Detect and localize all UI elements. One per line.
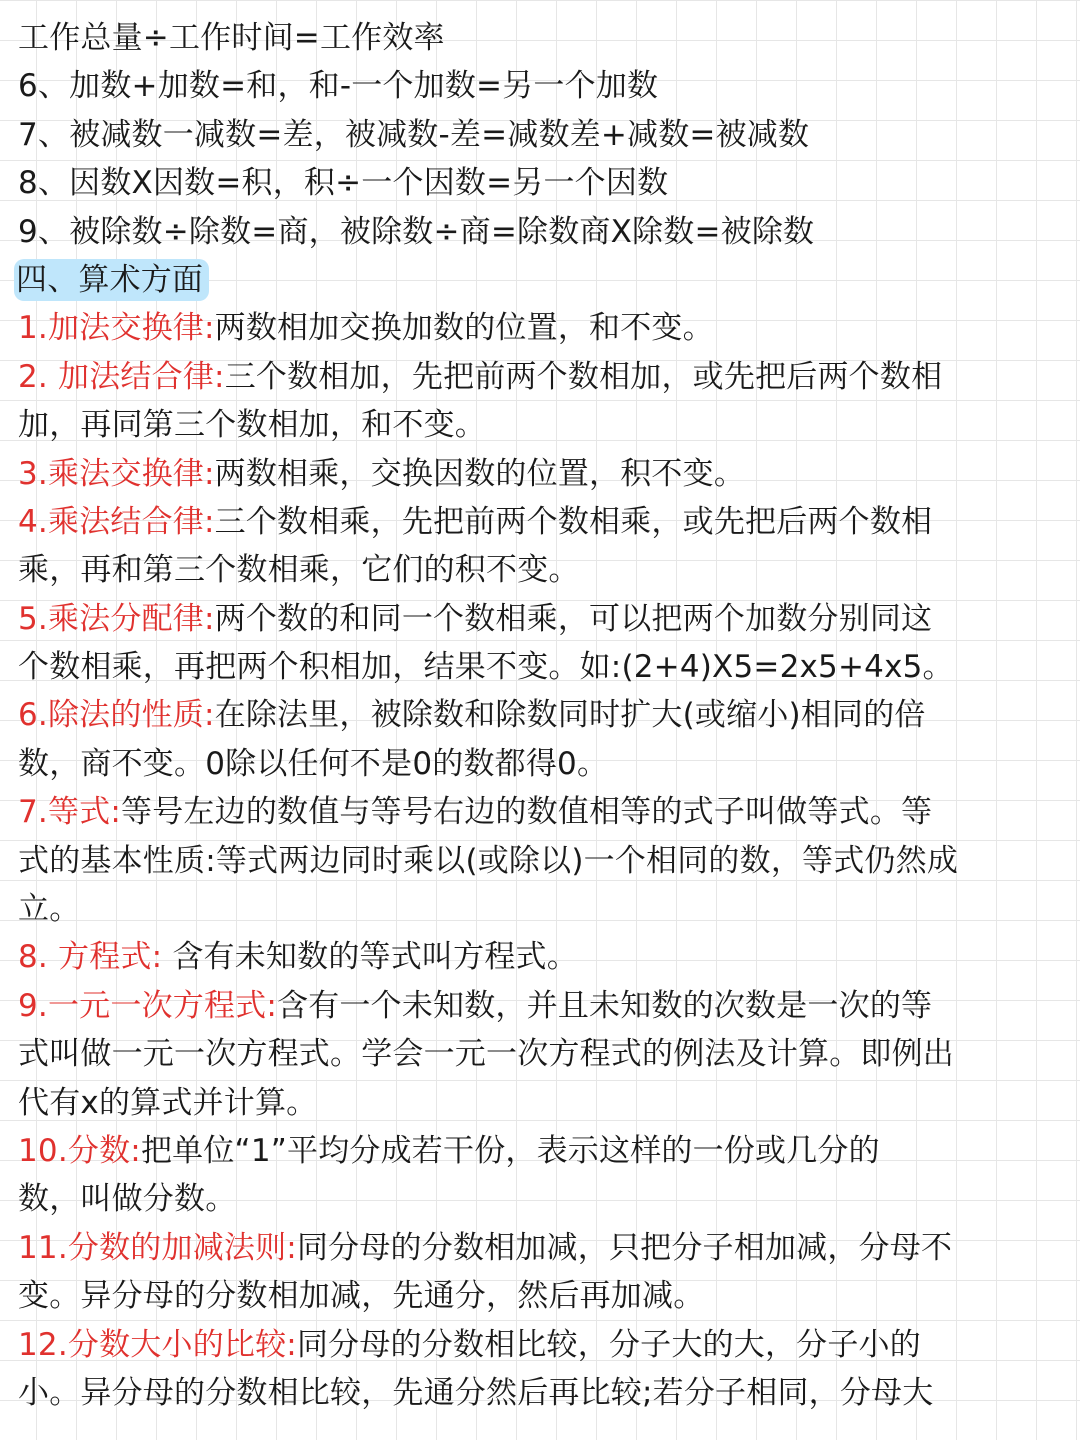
- rule-term: 9.一元一次方程式:: [18, 987, 278, 1024]
- rule-text: 同分母的分数相加减，只把分子相加减，分母不: [296, 1229, 953, 1266]
- rule-4-continued: 乘，再和第三个数相乘，它们的积不变。: [18, 552, 580, 589]
- rule-8: [18, 933, 1072, 981]
- rule-9: [18, 982, 1072, 1030]
- section-heading-row: [18, 256, 1072, 304]
- rule-11-continued: 变。异分母的分数相加减，先通分，然后再加减。: [18, 1278, 705, 1315]
- rule-text: 三个数相乘，先把前两个数相乘，或先把后两个数相: [214, 503, 933, 540]
- rule-text: 两数相乘，交换因数的位置，积不变。: [214, 455, 746, 492]
- rule-text: 三个数相加，先把前两个数相加，或先把后两个数相: [224, 358, 943, 395]
- rule-4: [18, 498, 1072, 546]
- rule-text: 把单位“1”平均分成若干份，表示这样的一份或几分的: [140, 1132, 880, 1169]
- rule-1: [18, 304, 1072, 352]
- rule-term: 8. 方程式:: [18, 939, 163, 976]
- rule-text: 含有未知数的等式叫方程式。: [162, 939, 578, 976]
- rule-term: 4.乘法结合律:: [18, 503, 215, 540]
- section-heading: 四、算术方面: [14, 259, 209, 301]
- rule-term: 5.乘法分配律:: [18, 600, 215, 637]
- rule-term: 10.分数:: [18, 1132, 141, 1169]
- rule-7-continued: 立。: [18, 891, 81, 928]
- formula-line: 8、因数X因数=积，积÷一个因数=另一个因数: [18, 165, 669, 202]
- rule-term: 2. 加法结合律:: [18, 358, 225, 395]
- rule-term: 1.加法交换律:: [18, 310, 215, 347]
- rule-5-continued: 个数相乘，再把两个积相加，结果不变。如:(2+4)X5=2x5+4x5。: [18, 649, 954, 686]
- rule-text: 等号左边的数值与等号右边的数值相等的式子叫做等式。等: [121, 794, 933, 831]
- rule-text: 在除法里，被除数和除数同时扩大(或缩小)相同的倍: [214, 697, 926, 734]
- rule-10: [18, 1127, 1072, 1175]
- formula-line: 工作总量÷工作时间=工作效率: [18, 20, 445, 56]
- formula-line: 9、被除数÷除数=商，被除数÷商=除数商X除数=被除数: [18, 213, 815, 250]
- rule-6-continued: 数，商不变。0除以任何不是0的数都得0。: [18, 745, 609, 782]
- rule-term: 6.除法的性质:: [18, 697, 215, 734]
- rule-2: [18, 353, 1072, 401]
- rule-term: 3.乘法交换律:: [18, 455, 215, 492]
- rule-5: [18, 595, 1072, 643]
- rule-3: [18, 450, 1072, 498]
- rule-10-continued: 数，叫做分数。: [18, 1181, 237, 1218]
- rule-12-continued: 小。异分母的分数相比较，先通分然后再比较;若分子相同，分母大: [18, 1374, 934, 1411]
- rule-2-continued: 加，再同第三个数相加，和不变。: [18, 407, 486, 444]
- rule-7-continued: 式的基本性质:等式两边同时乘以(或除以)一个相同的数，等式仍然成: [18, 842, 959, 879]
- rule-12: [18, 1321, 1072, 1369]
- rule-text: 同分母的分数相比较，分子大的大，分子小的: [296, 1326, 921, 1363]
- rule-text: 含有一个未知数，并且未知数的次数是一次的等: [277, 987, 933, 1024]
- rule-term: 7.等式:: [18, 794, 122, 831]
- rule-6: [18, 691, 1072, 739]
- rule-9-continued: 式叫做一元一次方程式。学会一元一次方程式的例法及计算。即例出: [18, 1036, 954, 1073]
- rule-7: [18, 788, 1072, 836]
- rule-term: 11.分数的加减法则:: [18, 1229, 297, 1266]
- rule-11: [18, 1224, 1072, 1272]
- formula-line: 6、加数+加数=和，和-一个加数=另一个加数: [18, 68, 659, 105]
- formula-line: 7、被减数一减数=差，被减数-差=减数差+减数=被减数: [18, 116, 810, 153]
- rule-9-continued: 代有x的算式并计算。: [18, 1084, 318, 1121]
- rule-text: 两数相加交换加数的位置，和不变。: [214, 310, 714, 347]
- rule-term: 12.分数大小的比较:: [18, 1326, 297, 1363]
- rule-text: 两个数的和同一个数相乘，可以把两个加数分别同这: [214, 600, 933, 637]
